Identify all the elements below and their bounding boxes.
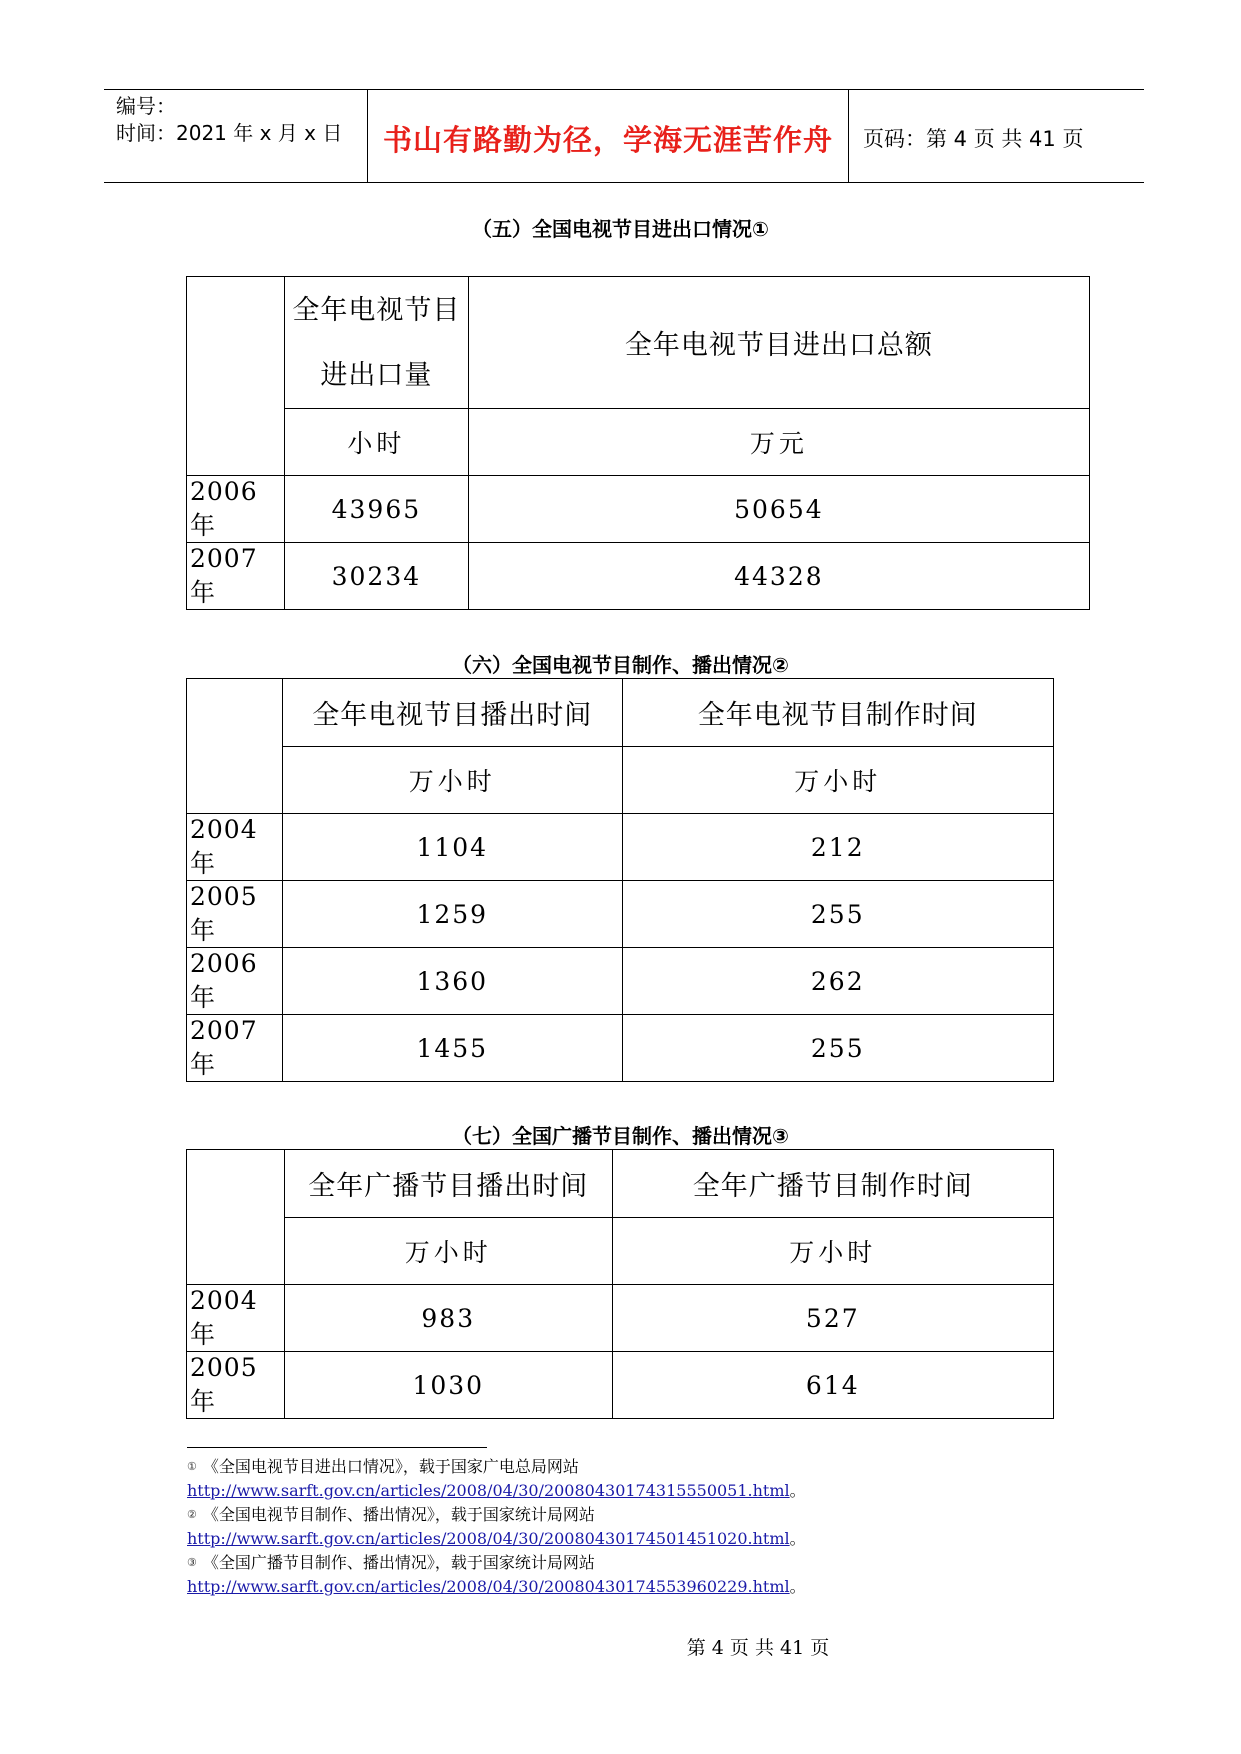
table-unit-row xyxy=(187,1218,1054,1285)
footnote-end: 。 xyxy=(789,1529,806,1548)
value-cell: 614 xyxy=(612,1352,1053,1419)
col1-header: 全年电视节目进出口量 xyxy=(284,277,468,409)
footnote-1 xyxy=(187,1455,1087,1503)
footnote-3 xyxy=(187,1551,1087,1599)
col1-unit: 万小时 xyxy=(284,1218,612,1285)
footnote-text: 《全国广播节目制作、播出情况》，载于国家统计局网站 xyxy=(202,1553,595,1572)
footnote-mark: ① xyxy=(187,1460,197,1473)
value-cell: 255 xyxy=(622,881,1053,948)
year-cell: 2004 年 xyxy=(187,1285,285,1352)
page-footer: 第 4 页 共 41 页 xyxy=(686,1637,830,1659)
table-corner-cell xyxy=(187,277,285,476)
col1-unit: 小时 xyxy=(284,409,468,476)
value-cell: 44328 xyxy=(468,543,1089,610)
header-motto: 书山有路勤为径，学海无涯苦作舟 xyxy=(382,123,833,157)
table-row xyxy=(187,1352,1054,1419)
year-cell: 2005 年 xyxy=(187,881,283,948)
year-cell: 2007 年 xyxy=(187,543,285,610)
col2-header: 全年电视节目进出口总额 xyxy=(468,277,1089,409)
value-cell: 43965 xyxy=(284,476,468,543)
value-cell: 30234 xyxy=(284,543,468,610)
header-middle-cell xyxy=(367,90,849,182)
footnote-separator xyxy=(187,1447,487,1448)
value-cell: 527 xyxy=(612,1285,1053,1352)
table-row xyxy=(187,814,1054,881)
table-row xyxy=(187,881,1054,948)
table5-title: （五）全国电视节目进出口情况① xyxy=(472,217,769,241)
time-label: 时间：2021 年 x 月 x 日 xyxy=(116,121,343,145)
table-row xyxy=(187,543,1090,610)
table7 xyxy=(186,1149,1054,1419)
value-cell: 1030 xyxy=(284,1352,612,1419)
header-left-cell xyxy=(104,90,366,182)
footnote-link[interactable]: http://www.sarft.gov.cn/articles/2008/04/30/20080430174501451020.html xyxy=(187,1529,790,1548)
footnote-link[interactable]: http://www.sarft.gov.cn/articles/2008/04/30/20080430174315550051.html xyxy=(187,1481,790,1500)
year-cell: 2005 年 xyxy=(187,1352,285,1419)
table-corner-cell xyxy=(187,679,283,814)
value-cell: 1104 xyxy=(282,814,622,881)
table-row xyxy=(187,476,1090,543)
page-header xyxy=(104,89,1144,183)
year-cell: 2006 年 xyxy=(187,948,283,1015)
table-row xyxy=(187,1285,1054,1352)
table-corner-cell xyxy=(187,1150,285,1285)
table-header-row xyxy=(187,1150,1054,1218)
footnote-text: 《全国电视节目制作、播出情况》，载于国家统计局网站 xyxy=(202,1505,595,1524)
table-row xyxy=(187,948,1054,1015)
col2-unit: 万小时 xyxy=(612,1218,1053,1285)
serial-label: 编号： xyxy=(116,94,176,118)
footnote-text: 《全国电视节目进出口情况》，载于国家广电总局网站 xyxy=(202,1457,579,1476)
table-header-row xyxy=(187,679,1054,747)
footnote-link[interactable]: http://www.sarft.gov.cn/articles/2008/04/30/20080430174553960229.html xyxy=(187,1577,790,1596)
col1-header: 全年电视节目播出时间 xyxy=(282,679,622,747)
footnote-mark: ③ xyxy=(187,1556,197,1569)
footnote-end: 。 xyxy=(789,1481,806,1500)
value-cell: 50654 xyxy=(468,476,1089,543)
table-header-row xyxy=(187,277,1090,409)
table-row xyxy=(187,1015,1054,1082)
footnote-end: 。 xyxy=(789,1577,806,1596)
footnote-2 xyxy=(187,1503,1087,1551)
col2-header: 全年电视节目制作时间 xyxy=(622,679,1053,747)
value-cell: 1455 xyxy=(282,1015,622,1082)
year-cell: 2007 年 xyxy=(187,1015,283,1082)
value-cell: 1360 xyxy=(282,948,622,1015)
header-right-cell xyxy=(849,90,1144,182)
col1-unit: 万小时 xyxy=(282,747,622,814)
col2-unit: 万元 xyxy=(468,409,1089,476)
col1-header: 全年广播节目播出时间 xyxy=(284,1150,612,1218)
header-page-label: 页码：第 4 页 共 41 页 xyxy=(863,127,1084,151)
footnote-mark: ② xyxy=(187,1508,197,1521)
col2-unit: 万小时 xyxy=(622,747,1053,814)
value-cell: 1259 xyxy=(282,881,622,948)
table6 xyxy=(186,678,1054,1082)
table-unit-row xyxy=(187,747,1054,814)
value-cell: 262 xyxy=(622,948,1053,1015)
table7-title: （七）全国广播节目制作、播出情况③ xyxy=(452,1124,789,1148)
table6-title: （六）全国电视节目制作、播出情况② xyxy=(452,653,789,677)
table-unit-row xyxy=(187,409,1090,476)
table5 xyxy=(186,276,1090,610)
value-cell: 983 xyxy=(284,1285,612,1352)
col2-header: 全年广播节目制作时间 xyxy=(612,1150,1053,1218)
value-cell: 255 xyxy=(622,1015,1053,1082)
value-cell: 212 xyxy=(622,814,1053,881)
year-cell: 2006 年 xyxy=(187,476,285,543)
year-cell: 2004 年 xyxy=(187,814,283,881)
